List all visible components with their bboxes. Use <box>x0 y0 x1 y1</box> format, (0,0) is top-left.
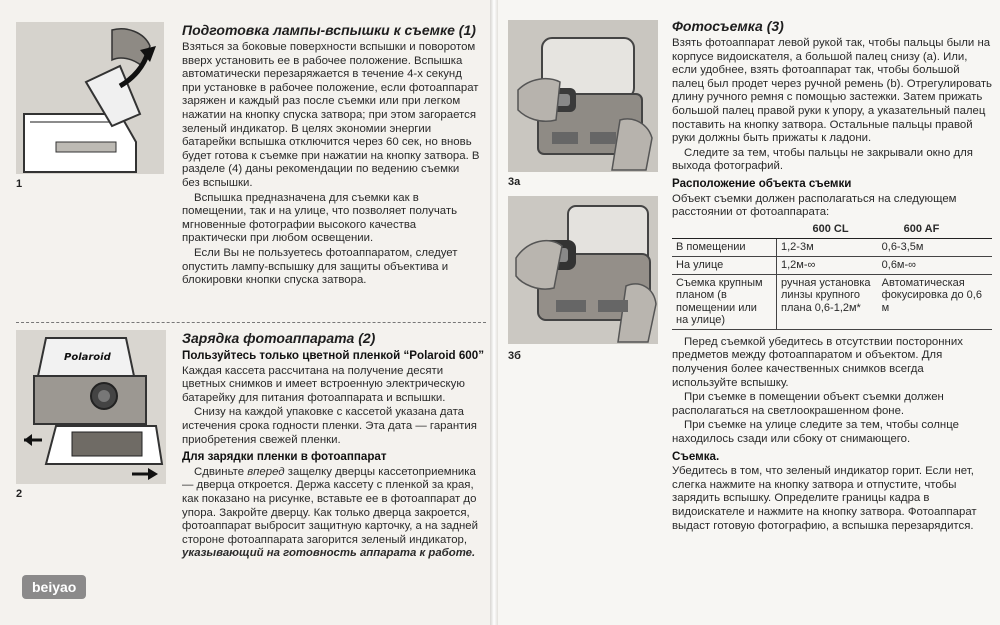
table-cell: 1,2м-∞ <box>777 256 878 274</box>
subheading-loading-steps: Для зарядки пленки в фотоаппарат <box>182 450 387 464</box>
figure-1-number: 1 <box>16 178 23 190</box>
table-header-cell: 600 AF <box>878 221 992 239</box>
film-note: Пользуйтесь только цветной пленкой “Polaroid 600” <box>182 349 484 362</box>
paragraph: Перед съемкой убедитесь в отсутствии посторонних предметов между фотоаппаратом и объектом. Для получения более качественных снимков всегда используйте вспышку. <box>672 335 963 389</box>
table-row <box>672 256 992 274</box>
table-row <box>672 239 992 257</box>
paragraph: Вспышка предназначена для съемки как в помещении, так и на улице, что позволяет получать мгновенные фотографии высокого качества практически при любом освещении. <box>182 191 458 245</box>
paragraph: При съемке в помещении объект съемки должен располагаться на светлоокрашенном фоне. <box>672 391 944 417</box>
section-shooting <box>672 18 992 534</box>
section-title-shooting: Фотосъемка (3) <box>672 18 784 34</box>
table-cell: Съемка крупным планом (в помещении или на улице) <box>672 274 777 329</box>
table-cell: Автоматическая фокусировка до 0,6 м <box>878 274 992 329</box>
paragraph: При съемке на улице следите за тем, чтобы солнце находилось сзади или сбоку от снимающего. <box>672 419 959 446</box>
table-cell: 0,6-3,5м <box>878 239 992 257</box>
figure-3a-hold-camera-photo <box>508 20 658 172</box>
figure-2-number: 2 <box>16 488 23 500</box>
paragraph: Убедитесь в том, что зеленый индикатор горит. Если нет, слегка нажмите на кнопку затвора и отпустите, чтобы зарядить вспышку. Определите границы кадра в видоискателе и нажмите на кнопку затвора. Фотоаппарат выдаст готовую фотографию, а вспышка перезарядится. <box>672 465 977 532</box>
section-flash-prep <box>182 22 480 289</box>
paragraph: Взять фотоаппарат левой рукой так, чтобы пальцы были на корпусе видоискателя, а большой палец снизу (а). Или, если удобнее, взять фотоаппарат так, чтобы большой палец был продет через ручной ремень (b). Отрегулировать длину ручного ремня с помощью застежки. Затем прижать большой палец правой руки к упору, а указательный палец поставить на кнопку затвора. Остальные пальцы правой руки должны быть прижаты к ладони. <box>672 37 992 145</box>
text-run-emphasis: вперед <box>247 465 285 478</box>
distance-table <box>672 221 992 330</box>
section-title-loading: Зарядка фотоаппарата (2) <box>182 330 376 346</box>
table-cell: ручная установка линзы крупного плана 0,6-1,2м* <box>777 274 878 329</box>
table-cell: На улице <box>672 256 777 274</box>
paragraph: Каждая кассета рассчитана на получение десяти цветных снимков и имеет встроенную электрическую батарейку для питания фотоаппарата и вспышки. <box>182 364 465 404</box>
text-run: защелку дверцы кассетоприемника — дверца откроется. Держа кассету с пленкой за края, как показано на рисунке, вставьте ее в фотоаппарат до упора. Закройте дверцу. Как только дверца закроется, фотоаппарат выбросит защитную карточку, а на задней стороне фотоаппарата загорится зеленый индикатор, <box>182 465 478 546</box>
table-header-cell: 600 CL <box>777 221 878 239</box>
paragraph: Если Вы не пользуетесь фотоаппаратом, следует опустить лампу-вспышку для защиты объектива и блокировки кнопки спуска затвора. <box>182 246 458 287</box>
table-cell: 0,6м-∞ <box>878 256 992 274</box>
camera-brand-label: Polaroid <box>64 352 111 363</box>
figure-3b-number: 3б <box>508 350 521 362</box>
table-header-cell <box>672 221 777 239</box>
table-cell: В помещении <box>672 239 777 257</box>
figure-3b-hold-camera-photo <box>508 196 658 344</box>
subheading-shooting: Съемка. <box>672 449 720 463</box>
table-cell: 1,2-3м <box>777 239 878 257</box>
paragraph: Снизу на каждой упаковке с кассетой указана дата истечения срока годности пленки. Эта дата — гарантия приобретения свежей пленки. <box>182 406 477 446</box>
figure-3a-number: 3а <box>508 176 521 188</box>
section-divider <box>16 322 486 323</box>
watermark-badge: beiyao <box>22 575 86 599</box>
section-loading <box>182 330 484 562</box>
paragraph: Следите за тем, чтобы пальцы не закрывали окно для выхода фотографий. <box>672 146 973 173</box>
table-row <box>672 274 992 329</box>
paragraph: Объект съемки должен располагаться на следующем расстоянии от фотоаппарата: <box>672 192 957 219</box>
subheading-subject-position: Расположение объекта съемки <box>672 176 852 190</box>
figure-2-loading-illustration <box>16 330 166 484</box>
text-run-emphasis: указывающий на готовность аппарата к работе. <box>182 547 476 560</box>
paragraph-loading-steps <box>182 466 480 561</box>
left-page <box>0 0 490 625</box>
table-header-row <box>672 221 992 239</box>
text-run: Сдвиньте <box>194 465 248 478</box>
right-page <box>498 0 1000 625</box>
paragraph: Взяться за боковые поверхности вспышки и поворотом вверх установить ее в рабочее положение. Вспышка автоматически перезаряжается в течение 4-х секунд при установке в рабочее положение, если фотоаппарат заряжен и каждый раз после съемки или при легком нажатии на кнопку спуска затвора; при этом загорается зеленый индикатор. В целях экономии энергии батарейки вспышка отключится через 60 сек, но вновь будет готова к съемке при нажатии на кнопку затвора. В разделе (4) даны рекомендации по ведению съемки без вспышки. <box>182 41 480 189</box>
section-title-flash-prep: Подготовка лампы-вспышки к съемке (1) <box>182 22 476 38</box>
book-gutter <box>490 0 498 625</box>
figure-1-flash-illustration <box>16 22 164 174</box>
